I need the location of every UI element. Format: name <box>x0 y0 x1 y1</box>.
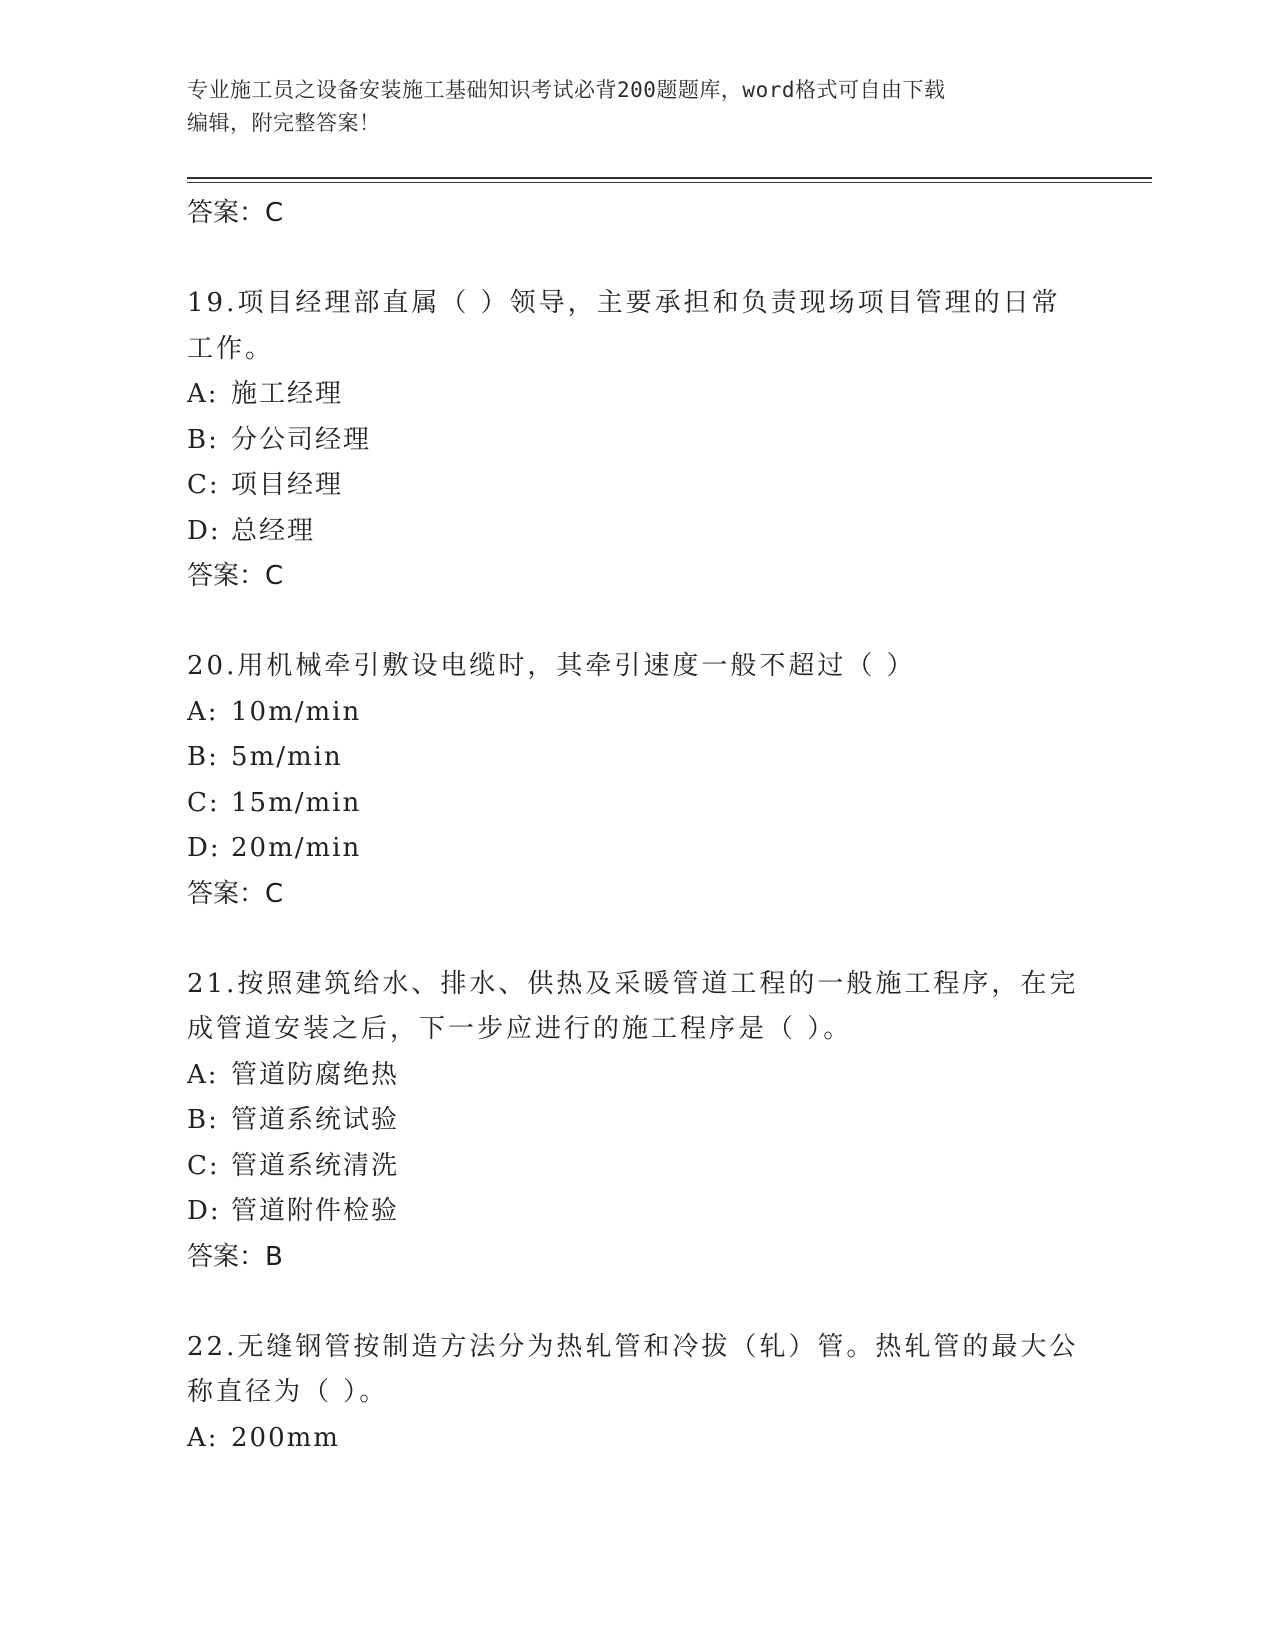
option-text: 管道系统试验 <box>231 1105 400 1135</box>
option-text: 管道防腐绝热 <box>231 1059 400 1090</box>
option-letter: D: <box>187 1196 221 1226</box>
answer-label: 答案：B <box>187 1241 283 1272</box>
answer-label: 答案：C <box>187 561 284 591</box>
question-22 <box>187 1325 1087 1462</box>
header-title-line-1: 专业施工员之设备安装施工基础知识考试必背200题题库，word格式可自由下载 <box>187 78 946 102</box>
option-text: 分公司经理 <box>231 424 372 455</box>
option-text: 施工经理 <box>231 379 344 409</box>
question-20 <box>187 644 1087 916</box>
option-text: 20m/min <box>231 833 362 863</box>
question-text: 19.项目经理部直属（ ）领导，主要承担和负责现场项目管理的日常工作。 <box>187 288 1061 364</box>
option-c <box>187 463 1087 509</box>
document-header <box>187 74 1087 140</box>
option-d <box>187 826 1087 872</box>
option-letter: C: <box>187 470 220 500</box>
option-text: 项目经理 <box>231 470 344 500</box>
option-text: 15m/min <box>231 787 362 818</box>
option-letter: A: <box>187 379 219 409</box>
option-letter: A: <box>187 1059 219 1090</box>
option-b <box>187 735 1087 781</box>
option-c <box>187 781 1087 827</box>
option-letter: C: <box>187 787 220 818</box>
option-b <box>187 1098 1087 1144</box>
option-letter: B: <box>187 742 219 772</box>
option-text: 10m/min <box>231 696 362 727</box>
option-letter: B: <box>187 424 219 455</box>
header-title-line-2: 编辑，附完整答案！ <box>187 111 381 135</box>
answer-label: 答案：C <box>187 878 284 909</box>
question-list <box>187 191 1087 1461</box>
option-a <box>187 690 1087 736</box>
question-21 <box>187 962 1087 1279</box>
header-divider-thick <box>187 177 1152 179</box>
option-letter: B: <box>187 1105 219 1135</box>
option-text: 管道附件检验 <box>231 1196 400 1226</box>
question-text: 21.按照建筑给水、排水、供热及采暖管道工程的一般施工程序，在完成管道安装之后，下一步应进行的施工程序是（ ）。 <box>187 968 1079 1044</box>
option-letter: C: <box>187 1150 220 1181</box>
option-b <box>187 418 1087 464</box>
option-letter: D: <box>187 515 221 546</box>
option-text: 200mm <box>231 1422 340 1453</box>
option-letter: A: <box>187 1422 219 1453</box>
option-text: 5m/min <box>231 742 343 772</box>
option-letter: A: <box>187 696 219 727</box>
option-d <box>187 1189 1087 1235</box>
option-text: 管道系统清洗 <box>231 1150 400 1181</box>
option-a <box>187 372 1087 418</box>
previous-answer: 答案：C <box>187 198 284 228</box>
option-c <box>187 1144 1087 1190</box>
option-letter: D: <box>187 833 221 863</box>
question-text: 22.无缝钢管按制造方法分为热轧管和冷拔（轧）管。热轧管的最大公称直径为（ ）。 <box>187 1331 1079 1407</box>
header-divider-thin <box>187 182 1152 183</box>
option-d <box>187 509 1087 555</box>
question-text: 20.用机械牵引敷设电缆时，其牵引速度一般不超过（ ） <box>187 651 916 681</box>
option-a <box>187 1053 1087 1099</box>
option-a <box>187 1416 1087 1462</box>
question-19 <box>187 281 1087 598</box>
option-text: 总经理 <box>231 515 316 546</box>
